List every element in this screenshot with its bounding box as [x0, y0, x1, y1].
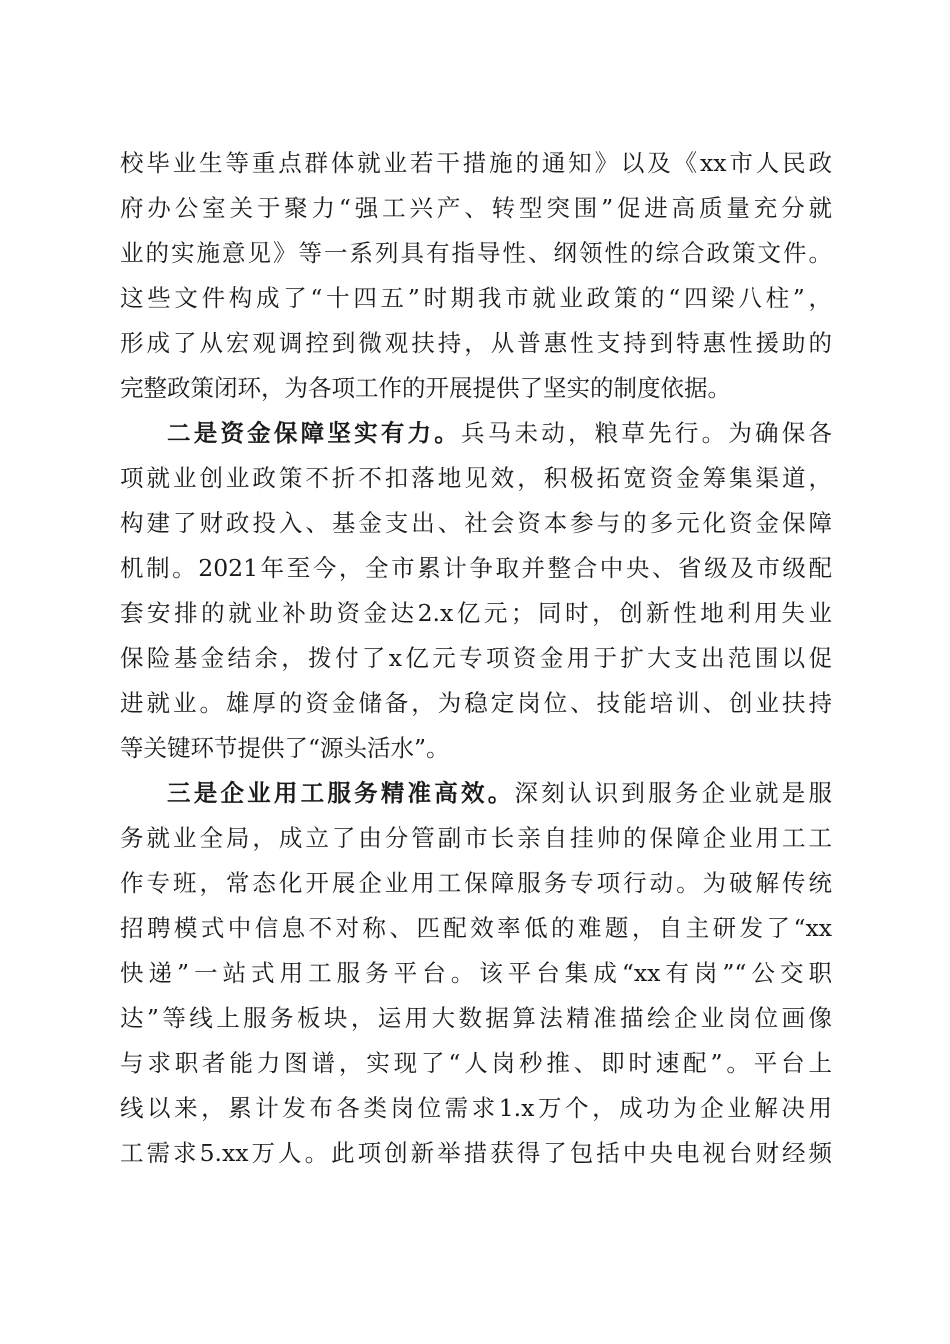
text-line: [120, 681, 832, 726]
line-text: 务就业全局，成立了由分管副市长亲自挂帅的保障企业用工工: [120, 824, 832, 852]
line-text: 项就业创业政策不折不扣落地见效，积极拓宽资金筹集渠道，: [120, 464, 832, 492]
text-line: [120, 456, 832, 501]
line-text: 作专班，常态化开展企业用工保障服务专项行动。为破解传统: [120, 869, 832, 897]
line-text: 线以来，累计发布各类岗位需求1.x万个，成功为企业解决用: [120, 1094, 832, 1122]
line-text: 业的实施意见》等一系列具有指导性、纲领性的综合政策文件。: [120, 239, 832, 267]
line-text: 府办公室关于聚力“强工兴产、转型突围”促进高质量充分就: [120, 194, 832, 222]
paragraph-heading: 三是企业用工服务精准高效。: [167, 779, 515, 807]
line-text: 保险基金结余，拨付了x亿元专项资金用于扩大支出范围以促: [120, 644, 832, 672]
paragraph-heading: 二是资金保障坚实有力。: [167, 419, 462, 447]
line-text: 工需求5.xx万人。此项创新举措获得了包括中央电视台财经频: [120, 1139, 832, 1167]
text-line: [120, 546, 832, 591]
text-line: [120, 1086, 832, 1131]
text-line: [120, 636, 832, 681]
line-text: 形成了从宏观调控到微观扶持，从普惠性支持到特惠性援助的: [120, 329, 832, 357]
text-line: [120, 951, 832, 996]
text-line: [120, 906, 832, 951]
line-text: 等关键环节提供了“源头活水”。: [120, 734, 450, 762]
line-text: 兵马未动，粮草先行。为确保各: [461, 419, 832, 447]
body-text: [120, 141, 832, 1176]
line-text: 招聘模式中信息不对称、匹配效率低的难题，自主研发了“xx: [120, 914, 832, 942]
line-text: 这些文件构成了“十四五”时期我市就业政策的“四梁八柱”，: [120, 284, 832, 312]
text-line: [120, 366, 832, 411]
text-line: [120, 1041, 832, 1086]
text-line: [120, 141, 832, 186]
text-line: [120, 816, 832, 861]
text-line: [120, 771, 832, 816]
text-line: [120, 861, 832, 906]
line-text: 校毕业生等重点群体就业若干措施的通知》以及《xx市人民政: [120, 149, 832, 177]
line-text: 套安排的就业补助资金达2.x亿元；同时，创新性地利用失业: [120, 599, 832, 627]
line-text: 达”等线上服务板块，运用大数据算法精准描绘企业岗位画像: [120, 1004, 832, 1032]
text-line: [120, 1131, 832, 1176]
text-line: [120, 501, 832, 546]
line-text: 快递”一站式用工服务平台。该平台集成“xx有岗”“公交职: [120, 959, 832, 987]
line-text: 机制。2021年至今，全市累计争取并整合中央、省级及市级配: [120, 554, 832, 582]
text-line: [120, 591, 832, 636]
text-line: [120, 186, 832, 231]
line-text: 进就业。雄厚的资金储备，为稳定岗位、技能培训、创业扶持: [120, 689, 832, 717]
line-text: 深刻认识到服务企业就是服: [514, 779, 832, 807]
line-text: 完整政策闭环，为各项工作的开展提供了坚实的制度依据。: [120, 374, 731, 402]
text-line: [120, 996, 832, 1041]
text-line: [120, 726, 832, 771]
line-text: 构建了财政投入、基金支出、社会资本参与的多元化资金保障: [120, 509, 832, 537]
text-line: [120, 411, 832, 456]
line-text: 与求职者能力图谱，实现了“人岗秒推、即时速配”。平台上: [120, 1049, 832, 1077]
text-line: [120, 231, 832, 276]
text-line: [120, 276, 832, 321]
text-line: [120, 321, 832, 366]
